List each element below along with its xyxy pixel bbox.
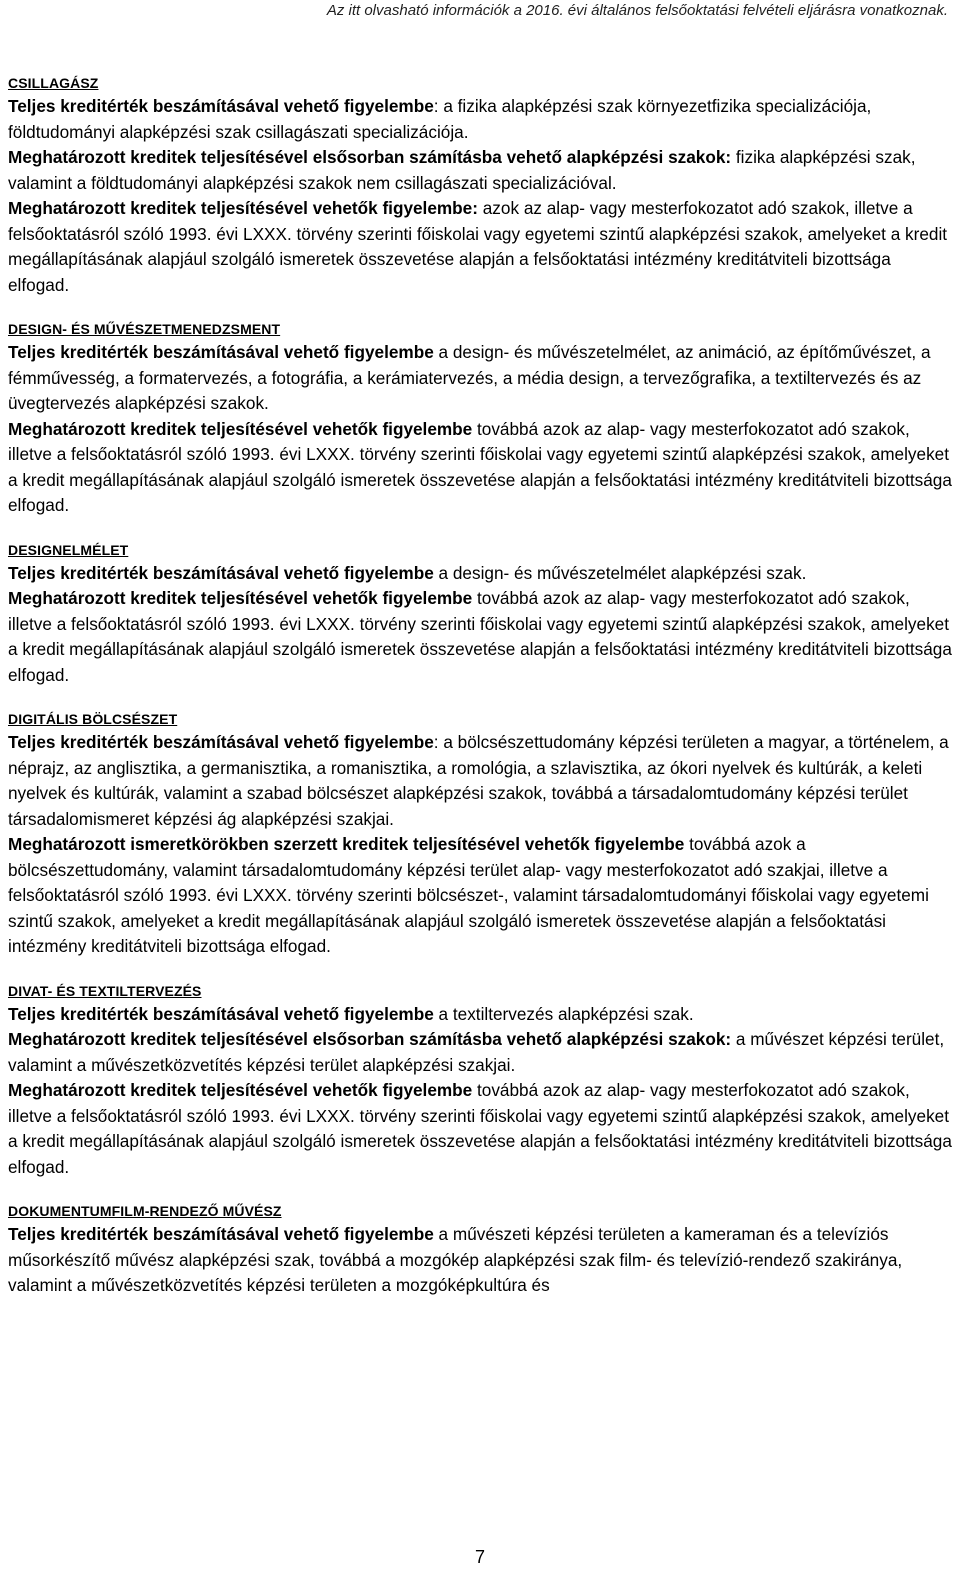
paragraph-text: továbbá azok az alap- vagy mesterfokozatot adó szakok, illetve a felsőoktatásról szóló 1993. évi LXXX. törvény szerinti főiskolai vagy egyetemi szintű alapképzési szakok, amelyeket a kredit megállapításának alapjául szolgáló ismeretek összevetése alapján a felsőoktatási intézmény kreditátviteli bizottsága elfogad.	[8, 418, 952, 515]
bold-label: Meghatározott kreditek teljesítésével vehetők figyelembe	[8, 1080, 473, 1100]
bold-label: Teljes kreditérték beszámításával vehető figyelembe	[8, 342, 434, 362]
section-digitalis-bolcseszet	[8, 708, 952, 960]
bold-label: Teljes kreditérték beszámításával vehető figyelembe	[8, 1003, 434, 1024]
section-divat-es-textiltervezes	[8, 980, 952, 1181]
paragraph	[8, 832, 952, 960]
page-header: Az itt olvasható információk a 2016. évi általános felsőoktatási felvételi eljárásra vonatkoznak.	[326, 2, 948, 19]
section-heading: DIVAT- ÉS TEXTILTERVEZÉS	[8, 982, 202, 999]
section-design-es-muveszetmenedzsment	[8, 318, 952, 519]
paragraph-text: továbbá azok az alap- vagy mesterfokozatot adó szakok, illetve a felsőoktatásról szóló 1993. évi LXXX. törvény szerinti főiskolai vagy egyetemi szintű alapképzési szakok, amelyeket a kredit megállapításának alapjául szolgáló ismeretek összevetése alapján a felsőoktatási intézmény kreditátviteli bizottsága elfogad.	[8, 588, 952, 685]
bold-label: Teljes kreditérték beszámításával vehető figyelembe	[8, 732, 434, 752]
paragraph	[8, 586, 952, 688]
section-heading: CSILLAGÁSZ	[8, 75, 99, 91]
paragraph	[8, 417, 952, 519]
paragraph-text: azok az alap- vagy mesterfokozatot adó szakok, illetve a felsőoktatásról szóló 1993. évi LXXX. törvény szerinti főiskolai vagy egyetemi szintű alapképzési szakok, amelyeket a kredit megállapításának alapjául szolgáló ismeretek összevetése alapján a felsőoktatási intézmény kreditátviteli bizottsága elfogad.	[8, 198, 948, 295]
paragraph	[8, 1027, 952, 1078]
paragraph	[8, 1222, 952, 1299]
paragraph-text: a művészeti képzési területen a kameraman és a televíziós műsorkészítő művész alapképzési szak, továbbá a mozgókép alapképzési szak film- és televízió-rendező szakiránya, valamint a művészetközvetítés képzési területen a mozgóképkultúra és	[8, 1224, 903, 1295]
paragraph-text: továbbá azok az alap- vagy mesterfokozatot adó szakok, illetve a felsőoktatásról szóló 1993. évi LXXX. törvény szerinti főiskolai vagy egyetemi szintű alapképzési szakok, amelyeket a kredit megállapításának alapjául szolgáló ismeretek összevetése alapján a felsőoktatási intézmény kreditátviteli bizottsága elfogad.	[8, 1080, 952, 1177]
paragraph	[8, 145, 952, 196]
paragraph-text: a textiltervezés alapképzési szak.	[433, 1003, 694, 1024]
bold-label: Teljes kreditérték beszámításával vehető figyelembe	[8, 1224, 434, 1244]
paragraph-text: a művészet képzési terület, valamint a művészetközvetítés képzési terület alapképzési szakjai.	[8, 1029, 945, 1075]
bold-label: Meghatározott kreditek teljesítésével vehetők figyelembe:	[8, 198, 478, 218]
paragraph	[8, 1002, 952, 1028]
section-csillagasz	[8, 72, 952, 298]
bold-label: Meghatározott kreditek teljesítésével vehetők figyelembe	[8, 418, 473, 439]
bold-label: Teljes kreditérték beszámításával vehető figyelembe	[8, 96, 434, 116]
section-designelmelet	[8, 539, 952, 689]
document-body	[8, 72, 952, 1319]
bold-label: Meghatározott kreditek teljesítésével vehetők figyelembe	[8, 588, 473, 608]
bold-label: Meghatározott kreditek teljesítésével elsősorban számításba vehető alapképzési szakok:	[8, 1029, 732, 1049]
bold-label: Teljes kreditérték beszámításával vehető figyelembe	[8, 562, 434, 583]
section-heading: DOKUMENTUMFILM-RENDEZŐ MŰVÉSZ	[8, 1203, 282, 1219]
section-heading: DESIGNELMÉLET	[8, 541, 129, 558]
bold-label: Meghatározott kreditek teljesítésével elsősorban számításba vehető alapképzési szakok:	[8, 147, 732, 167]
paragraph-text: továbbá azok a bölcsészettudomány, valamint társadalomtudomány képzési terület alap- vagy mesterfokozatot adó szakjai, illetve a felsőoktatásról szóló 1993. évi LXXX. törvény szerinti bölcsészet-, valamint társadalomtudományi főiskolai vagy egyetemi szintű szakok, amelyeket a kredit megállapításának alapjául szolgáló ismeretek összevetése alapján a felsőoktatási intézmény kreditátviteli bizottsága elfogad.	[8, 834, 929, 956]
paragraph	[8, 561, 952, 587]
paragraph-text: : a fizika alapképzési szak környezetfizika specializációja, földtudományi alapképzési szak csillagászati specializációja.	[8, 96, 872, 142]
page-number: 7	[474, 1547, 485, 1567]
paragraph	[8, 730, 952, 832]
section-heading: DESIGN- ÉS MŰVÉSZETMENEDZSMENT	[8, 321, 281, 337]
paragraph-text: fizika alapképzési szak, valamint a földtudományi alapképzési szakok nem csillagászati specializációval.	[8, 147, 916, 193]
paragraph-text: : a bölcsészettudomány képzési területen a magyar, a történelem, a néprajz, az anglisztika, a germanisztika, a romanisztika, a romológia, a szlavisztika, az ókori nyelvek és kultúrák, a keleti nyelvek és kultúrák, valamint a szabad bölcsészet alapképzési szakok, továbbá a társadalomtudomány képzési terület társadalomismeret képzési ág alapképzési szakjai.	[8, 732, 949, 829]
section-heading: DIGITÁLIS BÖLCSÉSZET	[8, 711, 178, 727]
paragraph	[8, 196, 952, 298]
paragraph-text: a design- és művészetelmélet, az animáció, az építőművészet, a fémművesség, a formatervezés, a fotográfia, a kerámiatervezés, a média design, a tervezőgrafika, a textiltervezés és az üvegtervezés alapképzési szakok.	[8, 342, 931, 413]
paragraph-text: a design- és művészetelmélet alapképzési szak.	[433, 562, 807, 583]
paragraph	[8, 340, 952, 417]
bold-label: Meghatározott ismeretkörökben szerzett kreditek teljesítésével vehetők figyelembe	[8, 834, 685, 854]
paragraph	[8, 1078, 952, 1180]
section-dokumentumfilm-rendezo-muvesz	[8, 1200, 952, 1299]
paragraph	[8, 94, 952, 145]
